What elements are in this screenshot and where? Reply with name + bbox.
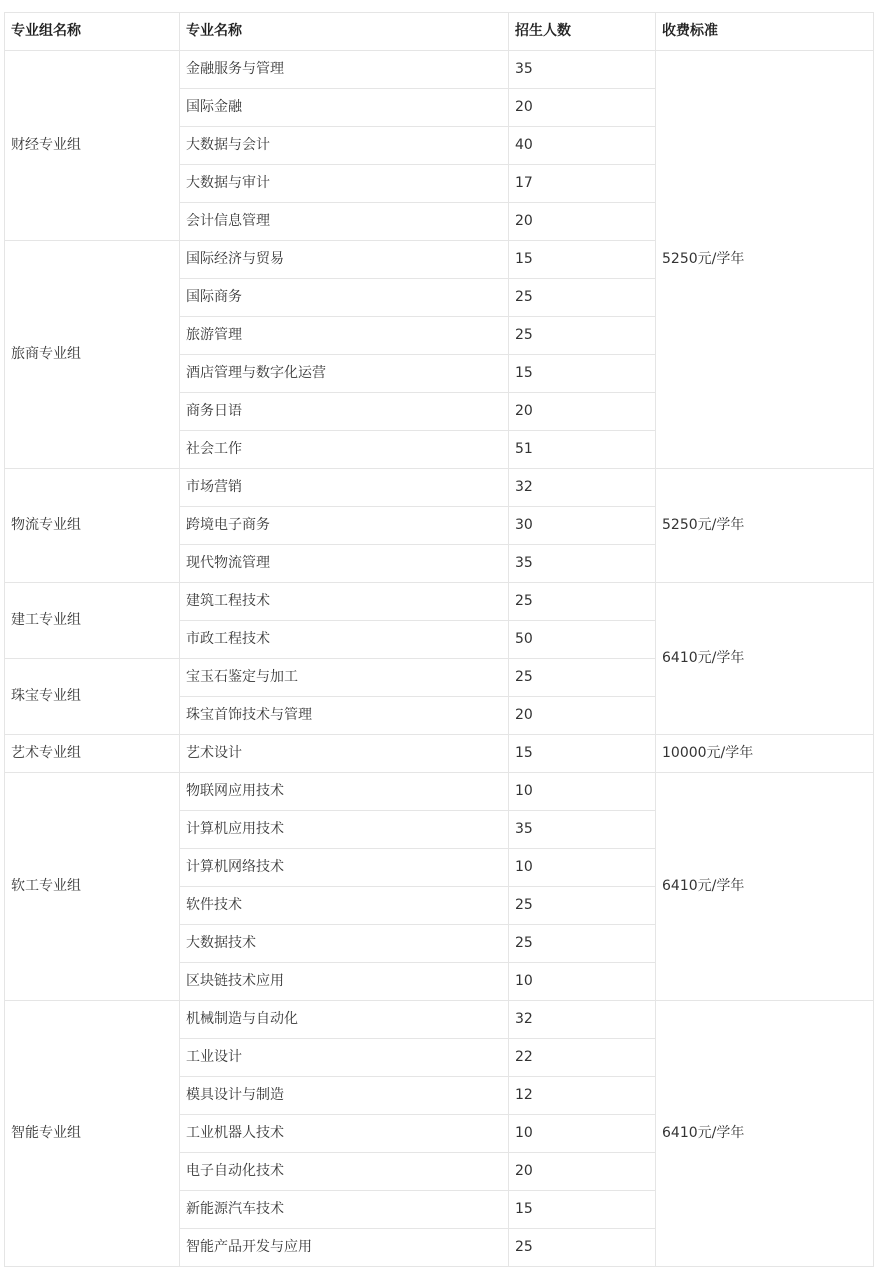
major-name-cell: 会计信息管理 — [180, 203, 509, 241]
major-name-cell: 宝玉石鉴定与加工 — [180, 659, 509, 697]
major-name-cell: 艺术设计 — [180, 735, 509, 773]
group-name-cell: 旅商专业组 — [5, 241, 180, 469]
group-name-cell: 软工专业组 — [5, 773, 180, 1001]
group-name-cell: 建工专业组 — [5, 583, 180, 659]
major-name-cell: 国际金融 — [180, 89, 509, 127]
major-name-cell: 社会工作 — [180, 431, 509, 469]
major-name-cell: 跨境电子商务 — [180, 507, 509, 545]
header-row — [5, 13, 874, 51]
table-header — [5, 13, 874, 51]
enrollment-count-cell: 35 — [509, 545, 656, 583]
enrollment-count-cell: 50 — [509, 621, 656, 659]
major-name-cell: 物联网应用技术 — [180, 773, 509, 811]
enrollment-count-cell: 35 — [509, 811, 656, 849]
table-row — [5, 51, 874, 89]
major-name-cell: 市场营销 — [180, 469, 509, 507]
enrollment-count-cell: 25 — [509, 659, 656, 697]
major-name-cell: 大数据与审计 — [180, 165, 509, 203]
major-name-cell: 工业机器人技术 — [180, 1115, 509, 1153]
enrollment-count-cell: 22 — [509, 1039, 656, 1077]
major-name-cell: 新能源汽车技术 — [180, 1191, 509, 1229]
major-name-cell: 机械制造与自动化 — [180, 1001, 509, 1039]
enrollment-count-cell: 10 — [509, 773, 656, 811]
tuition-fee-cell: 6410元/学年 — [656, 583, 874, 735]
table-row — [5, 1001, 874, 1039]
enrollment-count-cell: 25 — [509, 317, 656, 355]
major-name-cell: 计算机应用技术 — [180, 811, 509, 849]
major-name-cell: 电子自动化技术 — [180, 1153, 509, 1191]
major-name-cell: 区块链技术应用 — [180, 963, 509, 1001]
group-name-cell: 艺术专业组 — [5, 735, 180, 773]
major-name-cell: 建筑工程技术 — [180, 583, 509, 621]
enrollment-count-cell: 25 — [509, 925, 656, 963]
major-name-cell: 现代物流管理 — [180, 545, 509, 583]
enrollment-count-cell: 20 — [509, 1153, 656, 1191]
enrollment-count-cell: 20 — [509, 697, 656, 735]
enrollment-count-cell: 32 — [509, 1001, 656, 1039]
major-name-cell: 软件技术 — [180, 887, 509, 925]
table-row — [5, 583, 874, 621]
major-name-cell: 计算机网络技术 — [180, 849, 509, 887]
enrollment-count-cell: 25 — [509, 279, 656, 317]
major-name-cell: 模具设计与制造 — [180, 1077, 509, 1115]
enrollment-count-cell: 10 — [509, 849, 656, 887]
table-row — [5, 773, 874, 811]
enrollment-count-cell: 25 — [509, 583, 656, 621]
major-name-cell: 旅游管理 — [180, 317, 509, 355]
enrollment-count-cell: 15 — [509, 355, 656, 393]
enrollment-count-cell: 30 — [509, 507, 656, 545]
enrollment-count-cell: 10 — [509, 1115, 656, 1153]
enrollment-table — [4, 12, 874, 1267]
enrollment-count-cell: 15 — [509, 241, 656, 279]
enrollment-count-cell: 12 — [509, 1077, 656, 1115]
enrollment-count-cell: 25 — [509, 887, 656, 925]
major-name-cell: 智能产品开发与应用 — [180, 1229, 509, 1267]
enrollment-count-cell: 15 — [509, 735, 656, 773]
major-name-cell: 国际商务 — [180, 279, 509, 317]
major-name-cell: 酒店管理与数字化运营 — [180, 355, 509, 393]
header-major-name: 专业名称 — [180, 13, 509, 51]
tuition-fee-cell: 6410元/学年 — [656, 1001, 874, 1267]
table-row — [5, 735, 874, 773]
enrollment-count-cell: 40 — [509, 127, 656, 165]
major-name-cell: 金融服务与管理 — [180, 51, 509, 89]
major-name-cell: 大数据技术 — [180, 925, 509, 963]
header-group-name: 专业组名称 — [5, 13, 180, 51]
enrollment-count-cell: 25 — [509, 1229, 656, 1267]
tuition-fee-cell: 10000元/学年 — [656, 735, 874, 773]
tuition-fee-cell: 5250元/学年 — [656, 51, 874, 469]
major-name-cell: 商务日语 — [180, 393, 509, 431]
major-name-cell: 工业设计 — [180, 1039, 509, 1077]
enrollment-count-cell: 17 — [509, 165, 656, 203]
enrollment-count-cell: 15 — [509, 1191, 656, 1229]
tuition-fee-cell: 6410元/学年 — [656, 773, 874, 1001]
group-name-cell: 智能专业组 — [5, 1001, 180, 1267]
header-enrollment-count: 招生人数 — [509, 13, 656, 51]
enrollment-count-cell: 20 — [509, 203, 656, 241]
enrollment-count-cell: 10 — [509, 963, 656, 1001]
major-name-cell: 大数据与会计 — [180, 127, 509, 165]
enrollment-count-cell: 20 — [509, 89, 656, 127]
group-name-cell: 物流专业组 — [5, 469, 180, 583]
table-body — [5, 51, 874, 1267]
enrollment-count-cell: 35 — [509, 51, 656, 89]
enrollment-count-cell: 20 — [509, 393, 656, 431]
group-name-cell: 财经专业组 — [5, 51, 180, 241]
major-name-cell: 珠宝首饰技术与管理 — [180, 697, 509, 735]
header-tuition-fee: 收费标准 — [656, 13, 874, 51]
group-name-cell: 珠宝专业组 — [5, 659, 180, 735]
table-row — [5, 469, 874, 507]
enrollment-count-cell: 51 — [509, 431, 656, 469]
major-name-cell: 国际经济与贸易 — [180, 241, 509, 279]
tuition-fee-cell: 5250元/学年 — [656, 469, 874, 583]
major-name-cell: 市政工程技术 — [180, 621, 509, 659]
enrollment-count-cell: 32 — [509, 469, 656, 507]
